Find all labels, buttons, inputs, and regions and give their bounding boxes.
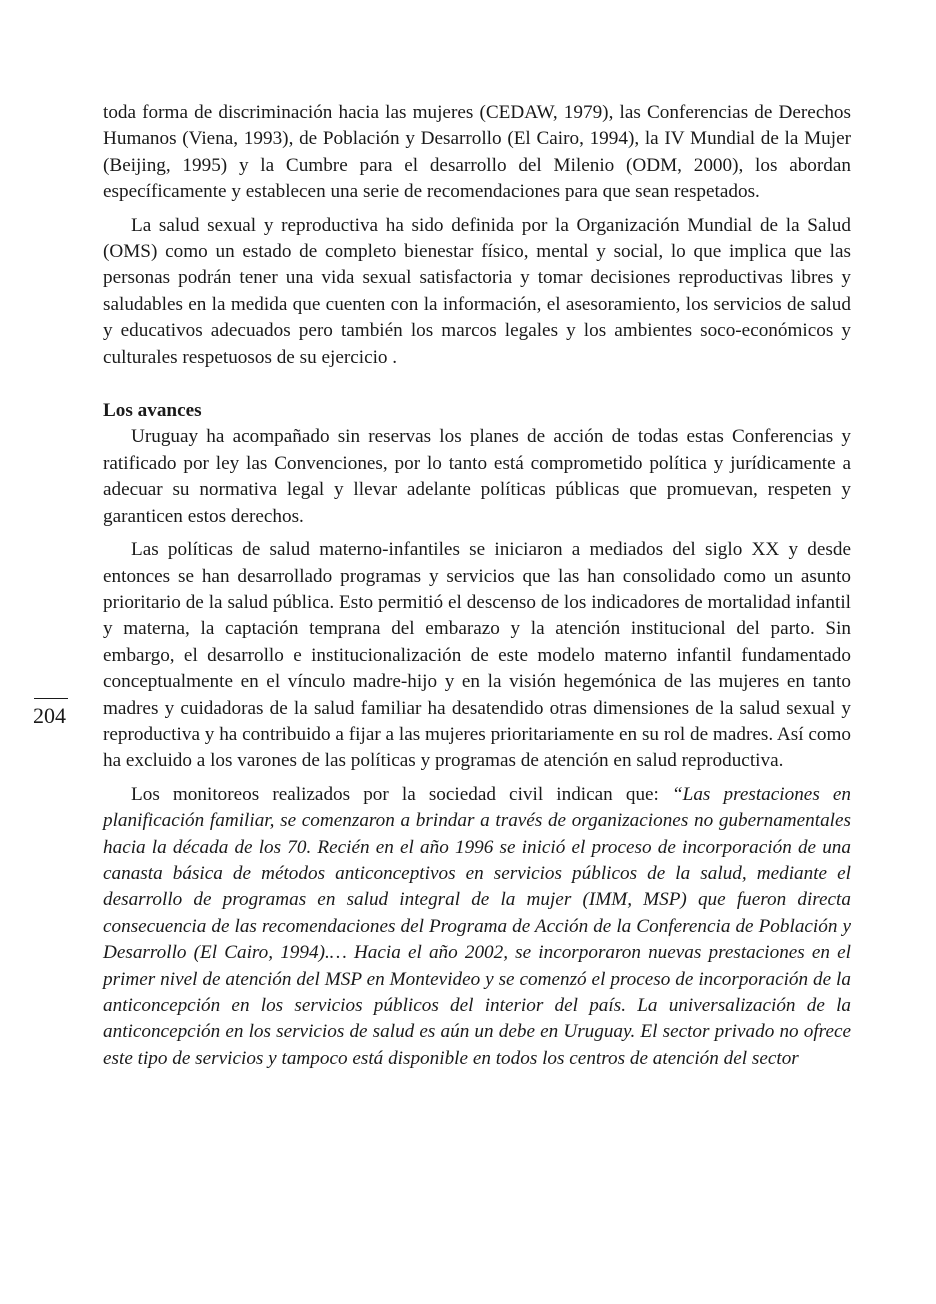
paragraph-uruguay: Uruguay ha acompañado sin reservas los planes de acción de todas estas Conferencias y ratificado por ley las Convenciones, por lo tanto está comprometido política y jurídicamente a adecuar su normativa legal y llevar adelante políticas públicas que promuevan, respeten y garanticen estos derechos. [103, 426, 851, 527]
quote-text: “Las prestaciones en planificación familiar, se comenzaron a brindar a través de organizaciones no gubernamentales hacia la década de los 70. Recién en el año 1996 se inició el proceso de incorporación de una canasta básica de métodos anticonceptivos en servicios públicos de la salud, mediante el desarrollo de programas en salud integral de la mujer (IMM, MSP) que fueron directa consecuencia de las recomendaciones del Programa de Acción de la Conferencia de Población y Desarrollo (El Cairo, 1994).… Hacia el año 2002, se incorporaron nuevas prestaciones en el primer nivel de atención del MSP en Montevideo y se comenzó el proceso de incorporación de la anticoncepción en los servicios públicos del interior del país. La universalización de la anticoncepción en los servicios de salud es aún un debe en Uruguay. El sector privado no ofrece este tipo de servicios y tampoco está disponible en todos los centros de atención del sector [103, 783, 851, 1069]
paragraph-politicas: Las políticas de salud materno-infantiles se iniciaron a mediados del siglo XX y desde entonces se han desarrollado programas y servicios que las han consolidado como un asunto prioritario de la salud pública. Esto permitió el descenso de los indicadores de mortalidad infantil y materna, la captación temprana del embarazo y la atención institucional del parto. Sin embargo, el desarrollo e institucionalización de este modelo materno infantil fundamentado conceptualmente en el vínculo madre-hijo y en la visión hegemónica de las mujeres en tanto madres y cuidadoras de la salud familiar ha desatendido otras dimensiones de la salud sexual y reproductiva y ha contribuido a fijar a las mujeres prioritariamente en su rol de madres. Así como ha excluido a los varones de las políticas y programas de atención en salud reproductiva. [103, 539, 851, 772]
page-number: 204 [33, 703, 66, 728]
page-number-rule [34, 698, 68, 699]
quote-lead: Los monitoreos realizados por la sociedad civil indican que: [131, 783, 672, 805]
section-heading: Los avances [103, 400, 202, 422]
paragraph-monitoreos [103, 782, 851, 1072]
body-text [103, 100, 851, 1079]
paragraph-continued: toda forma de discriminación hacia las mujeres (CEDAW, 1979), las Conferencias de Derechos Humanos (Viena, 1993), de Población y Desarrollo (El Cairo, 1994), la IV Mundial de la Mujer (Beijing, 1995) y la Cumbre para el desarrollo del Milenio (ODM, 2000), los abordan específicamente y establecen una serie de recomendaciones para que sean respetados. [103, 102, 851, 203]
paragraph-salud-sexual: La salud sexual y reproductiva ha sido definida por la Organización Mundial de la Salud (OMS) como un estado de completo bienestar físico, mental y social, lo que implica que las personas podrán tener una vida sexual satisfactoria y tomar decisiones reproductivas libres y saludables en la medida que cuenten con la información, el asesoramiento, los servicios de salud y educativos adecuados pero también los marcos legales y los ambientes soco-económicos y culturales respetuosos de su ejercicio . [103, 214, 851, 368]
